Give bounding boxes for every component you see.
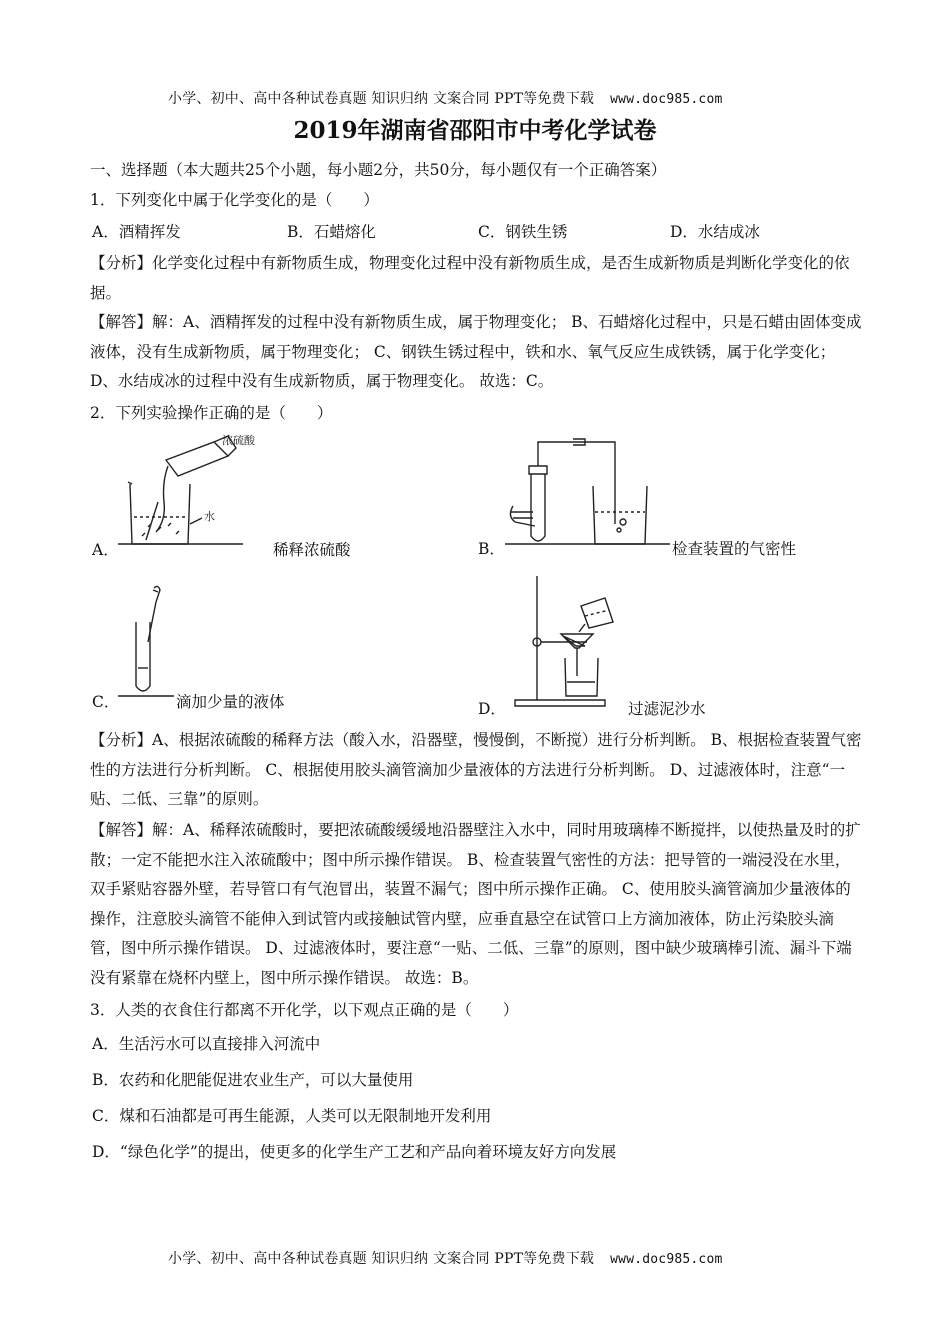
footer-site-link[interactable]: www.doc985.com [610,1252,723,1267]
q2-stem: 2．下列实验操作正确的是（ ） [90,404,333,422]
acid-bottle [166,442,228,476]
figure-a-caption: 稀释浓硫酸 [273,541,351,559]
page-title: 2019年湖南省邵阳市中考化学试卷 [293,117,657,144]
q3-option-d: D．“绿色化学”的提出，使更多的化学生产工艺和产品向着环境友好方向发展 [92,1143,617,1161]
stopper [529,466,547,474]
figure-a-tag-acid: 浓硫酸 [222,434,255,447]
q1-option-a: A．酒精挥发 [92,223,181,241]
dropper [148,586,160,642]
figure-b-caption: 检查装置的气密性 [672,540,797,558]
section-heading: 一、选择题（本大题共25个小题，每小题2分，共50分，每小题仅有一个正确答案） [90,161,667,179]
header-site-link[interactable]: www.doc985.com [610,92,723,107]
page-footer [168,1248,723,1268]
q3-option-a: A．生活污水可以直接排入河流中 [92,1035,321,1053]
figure-b-diagram [505,434,675,546]
beaker [130,484,190,544]
figure-c-caption: 滴加少量的液体 [176,693,285,711]
figure-c-diagram [118,582,178,702]
figure-d-letter: D． [478,700,506,718]
header-text: 小学、初中、高中各种试卷真题 知识归纳 文案合同 PPT等免费下载 [168,91,595,107]
figure-c-letter: C． [92,693,120,711]
figure-b-letter: B． [478,540,505,558]
q1-option-b: B．石蜡熔化 [287,223,376,241]
figure-a-letter: A． [92,541,119,559]
beaker-small [565,658,598,696]
glass-rod [146,502,158,540]
q1-stem: 1．下列变化中属于化学变化的是（ ） [90,191,379,209]
q3-option-c: C．煤和石油都是可再生能源，人类可以无限制地开发利用 [92,1107,492,1125]
figure-d-diagram [505,572,625,710]
q1-option-d: D．水结成冰 [670,223,760,241]
q3-stem: 3．人类的衣食住行都离不开化学，以下观点正确的是（ ） [90,1001,519,1019]
page-header [168,88,723,108]
figure-d-caption: 过滤泥沙水 [628,700,706,718]
q3-option-b: B．农药和化肥能促进农业生产，可以大量使用 [92,1071,414,1089]
stand-base [515,700,605,706]
pouring-stream [156,466,168,532]
beaker [593,486,647,544]
footer-text: 小学、初中、高中各种试卷真题 知识归纳 文案合同 PPT等免费下载 [168,1251,595,1267]
q1-answer: 【解答】解：A、酒精挥发的过程中没有新物质生成，属于物理变化； B、石蜡熔化过程中，只是石蜡由固体变成液体，没有生成新物质，属于物理变化； C、钢铁生锈过程中，铁和水、氧气反应生成铁锈，属于化学变化； D、水结成冰的过程中没有生成新物质，属于物理变化。 故选：C。 [90,313,862,391]
q1-analysis: 【分析】化学变化过程中有新物质生成，物理变化过程中没有新物质生成，是否生成新物质是判断化学变化的依据。 [90,254,850,302]
figure-a-diagram [118,432,255,547]
q2-answer: 【解答】解：A、稀释浓硫酸时，要把浓硫酸缓缓地沿器壁注入水中，同时用玻璃棒不断搅拌，以使热量及时的扩散；一定不能把水注入浓硫酸中；图中所示操作错误。 B、检查装置气密性的方法：把导管的一端浸没在水里，双手紧贴容器外壁，若导管口有气泡冒出，装置不漏气；图中所示操作正确。 C、使用胶头滴管滴加少量液体的操作，注意胶头滴管不能伸入到试管内或接触试管内壁，应垂直悬空在试管口上方滴加液体，防止污染胶头滴管，图中所示操作错误。 D、过滤液体时，要注意“一贴、二低、三靠”的原则，图中缺少玻璃棒引流、漏斗下端没有紧靠在烧杯内壁上，图中所示操作错误。 故选：B。 [90,821,861,987]
test-tube [531,474,545,541]
figure-a-tag-water: 水 [204,510,215,523]
q1-option-c: C．钢铁生锈 [478,223,568,241]
q2-analysis: 【分析】A、根据浓硫酸的稀释方法（酸入水，沿器壁，慢慢倒，不断搅）进行分析判断。 B、根据检查装置气密性的方法进行分析判断。 C、根据使用胶头滴管滴加少量液体的方法进行分析判断。 D、过滤液体时，注意“一贴、二低、三靠”的原则。 [90,731,862,809]
test-tube [136,622,150,691]
